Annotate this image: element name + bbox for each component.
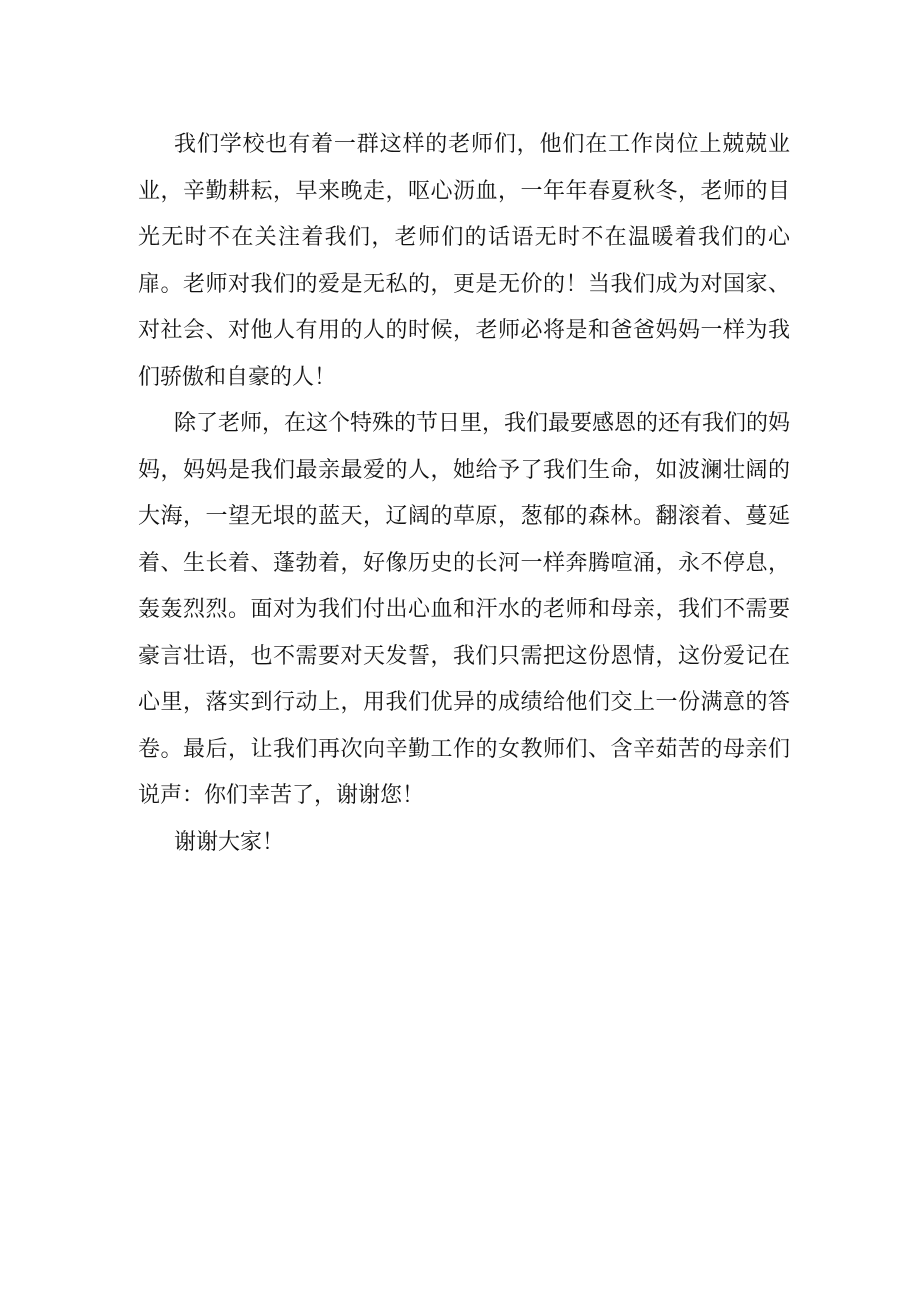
paragraph-teachers: 我们学校也有着一群这样的老师们，他们在工作岗位上兢兢业业，辛勤耕耘，早来晚走，呕心沥血，一年年春夏秋冬，老师的目光无时不在关注着我们，老师们的话语无时不在温暖着我们的心扉。老师对我们的爱是无私的，更是无价的！当我们成为对国家、对社会、对他人有用的人的时候，老师必将是和爸爸妈妈一样为我们骄傲和自豪的人！ [138, 132, 790, 390]
paragraph-mothers: 除了老师，在这个特殊的节日里，我们最要感恩的还有我们的妈妈，妈妈是我们最亲最爱的人，她给予了我们生命，如波澜壮阔的大海，一望无垠的蓝天，辽阔的草原，葱郁的森林。翻滚着、蔓延着、生长着、蓬勃着，好像历史的长河一样奔腾喧涌，永不停息，轰轰烈烈。面对为我们付出心血和汗水的老师和母亲，我们不需要豪言壮语，也不需要对天发誓，我们只需把这份恩情，这份爱记在心里，落实到行动上，用我们优异的成绩给他们交上一份满意的答卷。最后，让我们再次向辛勤工作的女教师们、含辛茹苦的母亲们说声：你们幸苦了，谢谢您！ [138, 411, 791, 808]
closing-line: 谢谢大家！ [174, 829, 285, 855]
document-body [138, 122, 790, 866]
